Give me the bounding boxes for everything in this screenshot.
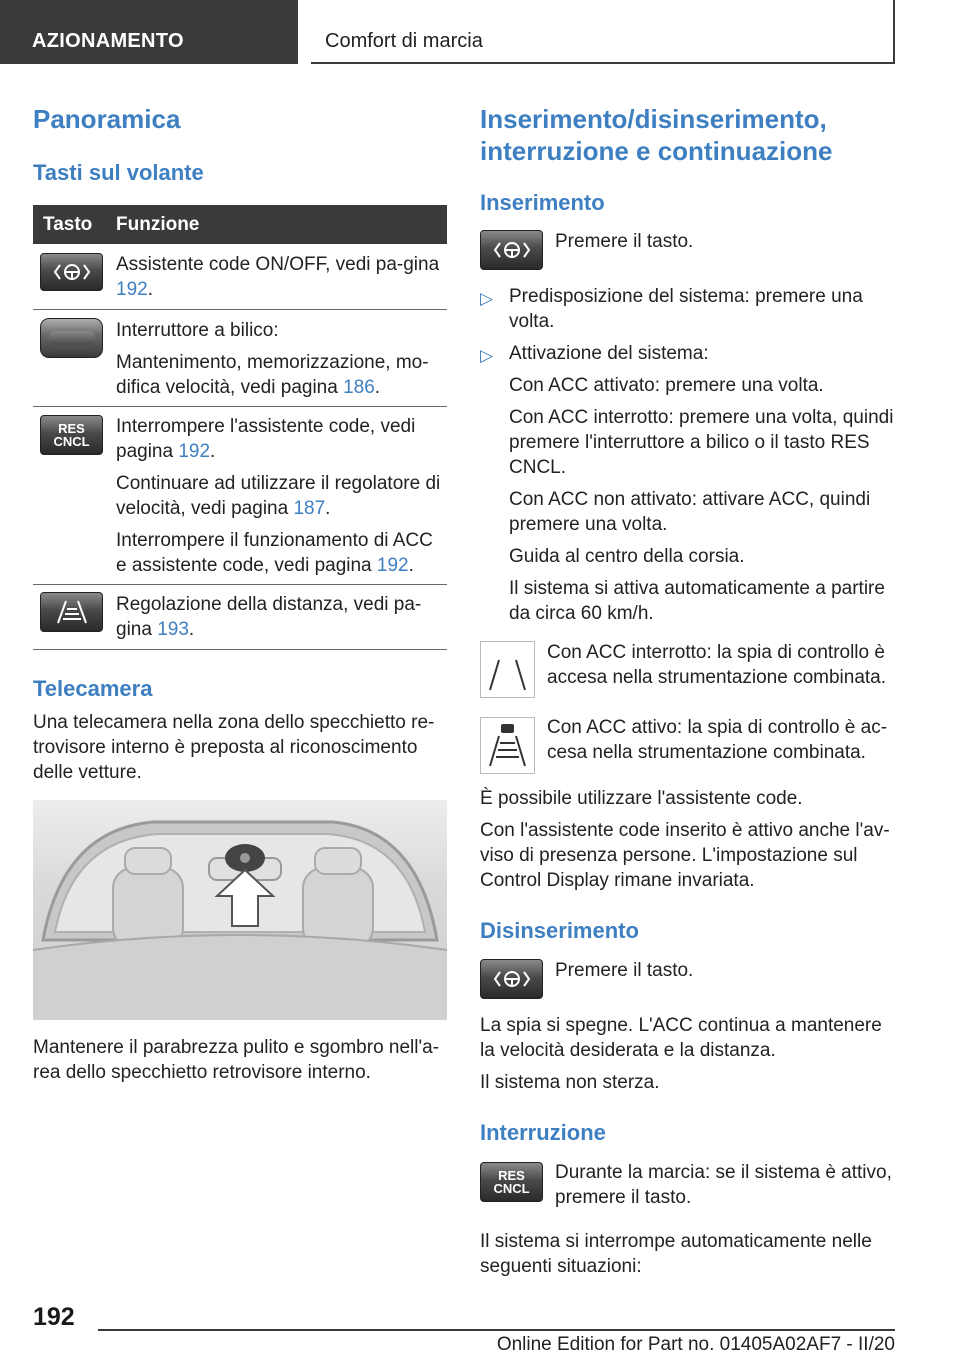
heading-interruzione: Interruzione <box>480 1120 606 1145</box>
rocker-knob <box>49 331 95 345</box>
row-1-text: Assistente code ON/OFF, vedi pa-gina 192. <box>116 254 440 300</box>
page-link[interactable]: 186 <box>343 377 375 398</box>
section-title-camera: Telecamera <box>33 676 153 701</box>
bullet-1: Predisposizione del sistema: premere una volta. <box>509 286 863 332</box>
res-cncl-icon <box>40 415 103 455</box>
section-title-buttons: Tasti sul volante <box>33 160 204 185</box>
page-link[interactable]: 192 <box>116 279 148 300</box>
indicator-inactive-text: Con ACC interrotto: la spia di controllo è accesa nella strumentazione combinata. <box>547 642 887 688</box>
footer-edition: Online Edition for Part no. 01405A02AF7 - II/20 <box>496 1334 895 1355</box>
camera-caption: Mantenere il parabrezza pulito e sgombro nell'a-rea dello specchietto retrovisore interno. <box>33 1037 440 1083</box>
heading-disinserimento: Disinserimento <box>480 918 639 943</box>
camera-illustration <box>33 800 447 1020</box>
row-divider <box>33 584 447 585</box>
lane-indicator-inactive-icon <box>480 641 535 698</box>
bullet-2-sub-5: Il sistema si attiva automaticamente a partire da circa 60 km/h. <box>509 578 885 624</box>
page-number: 192 <box>33 1303 75 1331</box>
header-chapter: Comfort di marcia <box>311 0 895 64</box>
row-4-text: Regolazione della distanza, vedi pa-gina 193. <box>116 594 422 640</box>
res-cncl-icon <box>480 1162 543 1202</box>
section-title-main: Inserimento/disinserimento, interruzione e continuazione <box>480 104 833 166</box>
res-cncl-label: RES CNCL <box>53 421 90 449</box>
steering-assist-icon <box>480 959 543 999</box>
page-title: Panoramica <box>33 104 181 134</box>
row-3-text: Interrompere l'assistente code, vedi pagina 192. Continuare ad utilizzare il regolatore di velocità, vedi pagina 187. Interrompere il funzionamento di ACC e assistente code, vedi pagina 192. <box>116 416 441 576</box>
footer-divider <box>98 1329 895 1331</box>
distance-icon <box>40 592 103 632</box>
interrupt-press-text: Durante la marcia: se il sistema è attivo, premere il tasto. <box>555 1162 892 1208</box>
row-divider <box>33 406 447 407</box>
page-link[interactable]: 187 <box>293 498 326 519</box>
col-header-key: Tasto <box>43 214 93 235</box>
page-link[interactable]: 193 <box>157 619 189 640</box>
paragraph-no-steer: Il sistema non sterza. <box>480 1072 660 1093</box>
bullet-2-sub-2: Con ACC interrotto: premere una volta, quindi premere l'interruttore a bilico o il tasto RES CNCL. <box>509 407 894 478</box>
res-cncl-label: RES CNCL <box>493 1168 530 1196</box>
bullet-2-sub-3: Con ACC non attivato: attivare ACC, quindi premere una volta. <box>509 489 871 535</box>
row-2-text: Interruttore a bilico: Mantenimento, memorizzazione, mo-difica velocità, vedi pagina 186. <box>116 320 429 398</box>
col-header-function: Funzione <box>116 214 200 235</box>
paragraph-auto-interrupt: Il sistema si interrompe automaticamente nelle seguenti situazioni: <box>480 1231 872 1277</box>
paragraph-queue-assist: È possibile utilizzare l'assistente code. <box>480 788 803 809</box>
paragraph-person-warning: Con l'assistente code inserito è attivo anche l'av-viso di presenza persone. L'impostazione sul Control Display rimane invariata. <box>480 820 890 891</box>
camera-text: Una telecamera nella zona dello specchietto re-trovisore interno è preposta al riconoscimento delle vetture. <box>33 712 435 783</box>
press-button-text: Premere il tasto. <box>555 960 694 981</box>
row-divider <box>33 649 447 650</box>
bullet-icon: ▷ <box>480 289 494 308</box>
indicator-active-text: Con ACC attivo: la spia di controllo è ac-cesa nella strumentazione combinata. <box>547 717 888 763</box>
steering-assist-icon <box>40 253 103 291</box>
lane-indicator-active-icon <box>480 717 535 774</box>
heading-inserimento: Inserimento <box>480 190 605 215</box>
bullet-2-sub-4: Guida al centro della corsia. <box>509 546 745 567</box>
bullet-2-sub-1: Con ACC attivato: premere una volta. <box>509 375 824 396</box>
header-section: AZIONAMENTO <box>0 0 298 64</box>
press-button-text: Premere il tasto. <box>555 231 694 252</box>
bullet-icon: ▷ <box>480 346 494 365</box>
rocker-switch-icon <box>40 318 103 358</box>
table-header <box>33 205 447 244</box>
row-divider <box>33 309 447 310</box>
bullet-2: Attivazione del sistema: <box>509 343 709 364</box>
paragraph-light-off: La spia si spegne. L'ACC continua a mantenere la velocità desiderata e la distanza. <box>480 1015 882 1061</box>
page-link[interactable]: 192 <box>178 441 211 462</box>
steering-assist-icon <box>480 230 543 270</box>
page-link[interactable]: 192 <box>376 555 409 576</box>
